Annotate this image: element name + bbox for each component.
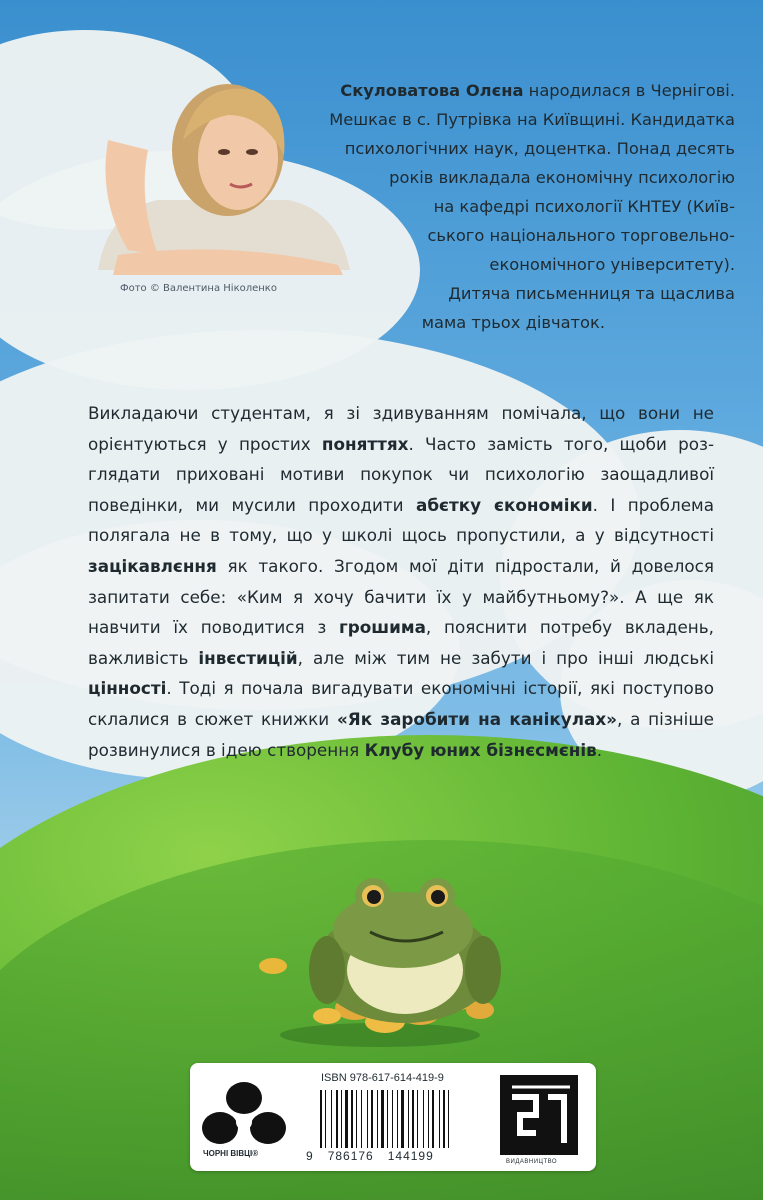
barcode-bar <box>361 1090 362 1148</box>
barcode-bar <box>367 1090 368 1148</box>
barcode-bar <box>341 1090 342 1148</box>
author-bio <box>255 76 735 337</box>
author-bio-line: на кафедрі психології КНТЕУ (Київ- <box>433 197 735 216</box>
text-line: полягала не в тому, що у школі щось пропустили, а у відсутності <box>88 525 714 546</box>
barcode-bar <box>408 1090 409 1148</box>
barcode-bar <box>401 1090 404 1148</box>
barcode-bar <box>417 1090 418 1148</box>
barcode-bars <box>320 1090 470 1148</box>
barcode-bar <box>439 1090 440 1148</box>
barcode-bar <box>389 1090 391 1148</box>
author-bio-line: Мешкає в с. Путрівка на Київщині. Кандидатка <box>329 110 735 129</box>
author-bio-line: Дитяча письменниця та щаслива <box>448 284 735 303</box>
annotation-text <box>88 398 714 765</box>
barcode-bar <box>381 1090 384 1148</box>
barcode-bar <box>443 1090 445 1148</box>
barcode-bar <box>325 1090 326 1148</box>
author-bio-line: економічного університету). <box>489 255 735 274</box>
text-line: цінності. Тоді я почала вигадувати економічні історії, які поступово <box>88 678 714 699</box>
barcode-bar <box>333 1090 335 1148</box>
publisher-21-logo <box>500 1075 578 1167</box>
text-line: Викладаючи студентам, я зі здивуванням помічала, що вони не <box>88 403 714 423</box>
barcode-bar <box>394 1090 396 1148</box>
barcode-bar <box>349 1090 350 1148</box>
publisher-right-label: ВИДАВНИЦТВО <box>506 1159 558 1165</box>
author-bio-line: мама трьох дівчаток. <box>421 313 605 332</box>
barcode-bar <box>351 1090 353 1148</box>
barcode-bar <box>450 1090 452 1148</box>
barcode-bar <box>387 1090 388 1148</box>
author-bio-line: років викладала економічну психологію <box>389 168 735 187</box>
barcode-bar <box>392 1090 393 1148</box>
barcode-bar <box>331 1090 332 1148</box>
barcode-panel <box>190 1063 596 1171</box>
barcode-bar <box>430 1090 431 1148</box>
barcode-bar <box>358 1090 360 1148</box>
barcode-bar <box>410 1090 411 1148</box>
barcode-bar <box>356 1090 357 1148</box>
ean-digits <box>306 1149 434 1163</box>
barcode-bar <box>343 1090 344 1148</box>
barcode-bar <box>399 1090 400 1148</box>
text-line: орієнтуються у простих поняттях. Часто замість того, щоби роз- <box>88 433 715 454</box>
barcode-bar <box>320 1090 322 1148</box>
barcode-bar <box>435 1090 438 1148</box>
barcode-bar <box>415 1090 416 1148</box>
photo-caption: Фото © Валентина Ніколенко <box>120 283 277 294</box>
text-line: поведінки, ми мусили проходити абєтку єкономіки. І проблема <box>88 494 714 515</box>
barcode-bar <box>336 1090 338 1148</box>
text-line: запитати себе: «Ким я хочу бачити їх у майбутньому?». А ще як <box>88 586 714 607</box>
barcode-bar <box>327 1090 330 1148</box>
ean-first-digit: 9 <box>306 1149 314 1163</box>
barcode-bar <box>419 1090 422 1148</box>
author-name: Скуловатова Олєна <box>340 81 524 100</box>
text-line: навчити їх поводитися з грошима, пояснити потребу вкладень, <box>88 617 714 638</box>
barcode-bar <box>339 1090 340 1148</box>
barcode-bar <box>354 1090 355 1148</box>
frog-illustration <box>255 870 505 1050</box>
author-bio-line: ського національного торговельно- <box>427 226 735 245</box>
publisher-left-label: ЧОРНІ ВІВЦІ® <box>203 1149 259 1158</box>
barcode-bar <box>432 1090 434 1148</box>
text-line: склалися в сюжет книжки «Як заробити на канікулах», а пізніше <box>88 708 714 729</box>
barcode-bar <box>379 1090 380 1148</box>
text-line: розвинулися в ідею створення Клубу юних бізнєсмєнів. <box>88 739 603 760</box>
isbn-text: ISBN 978-617-614-419-9 <box>321 1072 444 1084</box>
barcode-bar <box>369 1090 370 1148</box>
barcode-bar <box>323 1090 324 1148</box>
ean-group-2: 144199 <box>387 1149 434 1163</box>
author-bio-line: Скуловатова Олєна народилася в Чернігові. <box>340 81 735 100</box>
text-line: важливість інвєстицій, але між тим не забути і про інші людські <box>88 647 715 668</box>
barcode-bar <box>441 1090 442 1148</box>
barcode-bar <box>385 1090 386 1148</box>
barcode-bar <box>371 1090 373 1148</box>
barcode-bar <box>397 1090 398 1148</box>
barcode-bar <box>425 1090 427 1148</box>
author-bio-line: психологічних наук, доцентка. Понад десять <box>344 139 735 158</box>
barcode-bar <box>423 1090 424 1148</box>
barcode-bar <box>363 1090 366 1148</box>
barcode-bar <box>412 1090 414 1148</box>
barcode-bar <box>405 1090 407 1148</box>
ean-group-1: 786176 <box>327 1149 374 1163</box>
barcode-bar <box>345 1090 348 1148</box>
barcode-bar <box>377 1090 378 1148</box>
barcode-bar <box>446 1090 447 1148</box>
barcode-bar <box>448 1090 449 1148</box>
barcode-bar <box>374 1090 376 1148</box>
barcode-bar <box>428 1090 429 1148</box>
text-line: глядати приховані мотиви покупок чи психологію заощадливої <box>88 464 714 485</box>
text-line: зацікавлєння як такого. Згодом мої діти підростали, й довелося <box>88 555 714 576</box>
